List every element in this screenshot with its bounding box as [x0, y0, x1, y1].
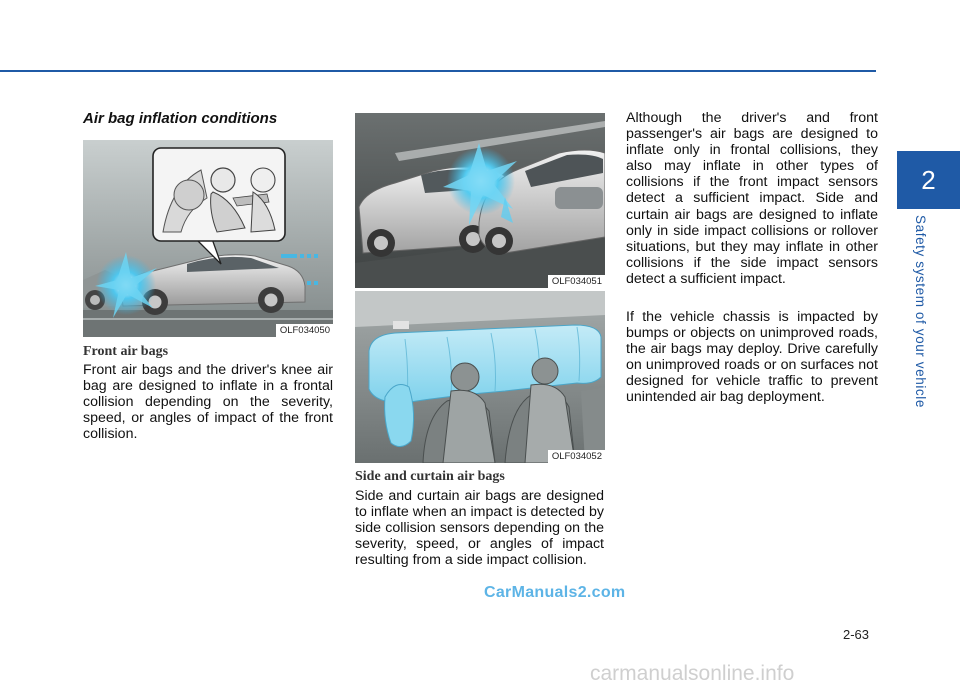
watermark-footer: carmanualsonline.info	[590, 662, 795, 685]
side-curtain-heading: Side and curtain air bags	[355, 469, 505, 484]
watermark-link[interactable]: CarManuals2.com	[484, 584, 626, 601]
header-rule	[0, 70, 876, 72]
right-column-paragraph-2: If the vehicle chassis is impacted by bumps or objects on unimproved roads, the air bags may deploy. Drive carefully on unimproved roads or on surfaces not designed for vehicle traffic to prevent unintended air bag deployment.	[626, 309, 878, 406]
chapter-tab[interactable]	[897, 151, 960, 209]
front-impact-illustration	[83, 140, 333, 337]
chapter-title: Safety system of your vehicle	[913, 215, 928, 408]
side-impact-illustration	[355, 113, 605, 288]
figure-curtain-air-bag	[355, 291, 605, 463]
figure-code: OLF034050	[276, 324, 333, 337]
right-column-paragraph-1: Although the driver's and front passenger's air bags are designed to inflate only in frontal collisions, they also may inflate in other types of collisions if the front impact sensors detect a sufficient impact. Side and curtain air bags are designed to inflate only in side impact collisions or rollover situations, but they may inflate in other collisions if the side impact sensors detect a sufficient impact.	[626, 110, 878, 287]
side-curtain-text: Side and curtain air bags are designed to inflate when an impact is detected by side collision sensors depending on the severity, speed, or angles of impact resulting from a side impact collision.	[355, 488, 604, 569]
page-number: 2-63	[843, 627, 870, 642]
figure-side-impact	[355, 113, 605, 288]
section-title: Air bag inflation conditions	[83, 110, 278, 127]
front-air-bags-heading: Front air bags	[83, 344, 169, 359]
figure-front-impact	[83, 140, 333, 337]
curtain-air-bag-illustration	[355, 291, 605, 463]
front-air-bags-text: Front air bags and the driver's knee air bag are designed to inflate in a frontal collision depending on the severity, speed, or angles of impact of the front collision.	[83, 362, 333, 443]
chapter-number: 2	[921, 164, 936, 195]
figure-code: OLF034052	[548, 450, 605, 463]
figure-code: OLF034051	[548, 275, 605, 288]
